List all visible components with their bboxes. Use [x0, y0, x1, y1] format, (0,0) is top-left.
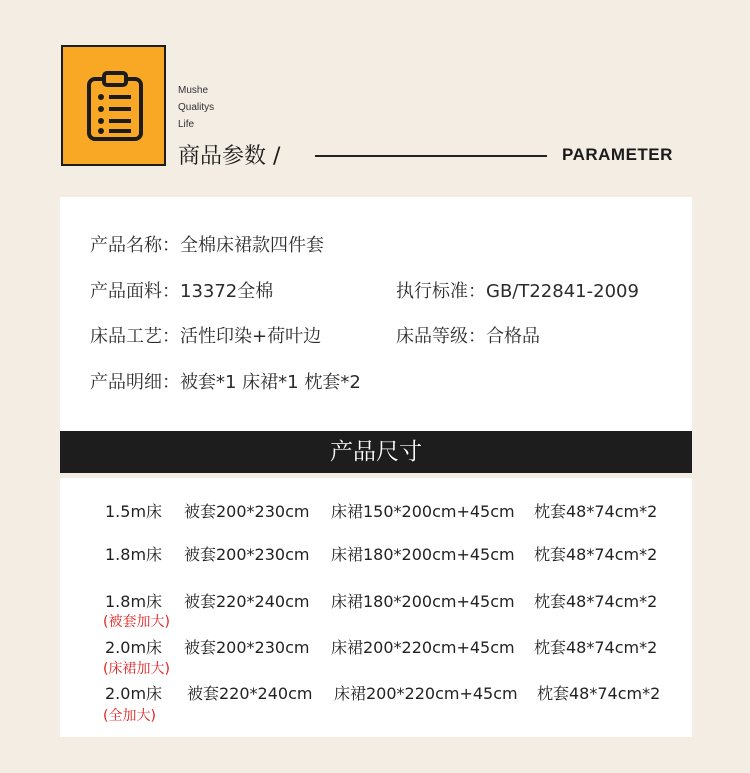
size-note: (全加大)	[103, 708, 156, 724]
size-section-header: 产品尺寸	[60, 431, 692, 473]
duvet-size: 被套200*230cm	[184, 638, 310, 657]
bed-size: 1.8m床	[105, 592, 163, 611]
bed-size: 1.5m床	[105, 502, 163, 521]
pillow-size: 枕套48*74cm*2	[534, 502, 658, 521]
product-name: 产品名称：全棉床裙款四件套	[90, 235, 324, 256]
clipboard-list-icon	[85, 71, 145, 143]
product-craft: 床品工艺：活性印染+荷叶边	[90, 326, 322, 347]
section-title: 商品参数 /	[178, 144, 281, 169]
size-table	[60, 478, 692, 737]
bed-size: 2.0m床	[105, 684, 163, 703]
size-row	[60, 499, 692, 523]
bed-size: 1.8m床	[105, 545, 163, 564]
duvet-size: 被套220*240cm	[187, 684, 313, 703]
size-note: (被套加大)	[103, 614, 170, 630]
tagline-line: Qualitys	[178, 102, 215, 113]
bed-size: 2.0m床	[105, 638, 163, 657]
pillow-size: 枕套48*74cm*2	[534, 545, 658, 564]
skirt-size: 床裙150*200cm+45cm	[331, 502, 515, 521]
brand-logo	[61, 45, 166, 166]
tagline-line: Life	[178, 119, 195, 130]
skirt-size: 床裙180*200cm+45cm	[331, 545, 515, 564]
title-divider	[315, 155, 547, 157]
tagline-line: Mushe	[178, 85, 209, 96]
product-standard: 执行标准：GB/T22841-2009	[396, 281, 639, 302]
duvet-size: 被套200*230cm	[184, 502, 310, 521]
size-row	[60, 681, 692, 705]
size-row	[60, 542, 692, 566]
product-detail: 产品明细：被套*1 床裙*1 枕套*2	[90, 372, 361, 393]
brand-tagline	[178, 82, 214, 133]
skirt-size: 床裙200*220cm+45cm	[331, 638, 515, 657]
size-note: (床裙加大)	[103, 661, 170, 677]
size-row	[60, 635, 692, 659]
skirt-size: 床裙200*220cm+45cm	[334, 684, 518, 703]
parameter-heading: PARAMETER	[562, 145, 673, 164]
skirt-size: 床裙180*200cm+45cm	[331, 592, 515, 611]
duvet-size: 被套200*230cm	[184, 545, 310, 564]
pillow-size: 枕套48*74cm*2	[534, 638, 658, 657]
pillow-size: 枕套48*74cm*2	[534, 592, 658, 611]
duvet-size: 被套220*240cm	[184, 592, 310, 611]
pillow-size: 枕套48*74cm*2	[537, 684, 661, 703]
product-info-card	[60, 197, 692, 431]
size-row	[60, 589, 692, 613]
product-material: 产品面料：13372全棉	[90, 281, 274, 302]
product-grade: 床品等级：合格品	[396, 326, 540, 347]
